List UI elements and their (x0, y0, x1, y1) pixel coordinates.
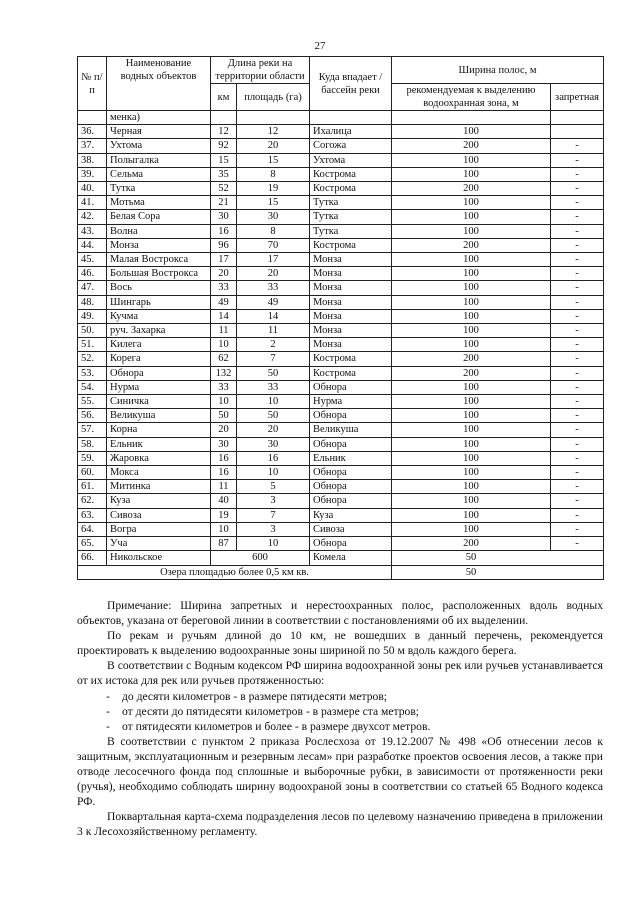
row-forbidden: - (551, 380, 604, 394)
row-area: 20 (237, 139, 310, 153)
row-km: 30 (211, 437, 237, 451)
row-recommended: 100 (392, 451, 551, 465)
row-name: Уча (107, 537, 211, 551)
row-num: 56. (78, 409, 107, 423)
row-forbidden: - (551, 451, 604, 465)
row-area: 15 (237, 153, 310, 167)
row-recommended: 100 (392, 380, 551, 394)
row-flows-into: Обнора (310, 380, 392, 394)
header-length-group: Длина реки на территории области (211, 57, 310, 84)
row-name: Большая Вострокса (107, 267, 211, 281)
row-area: 8 (237, 167, 310, 181)
row-num: 39. (78, 167, 107, 181)
row-km: 50 (211, 409, 237, 423)
row-km: 16 (211, 224, 237, 238)
row-recommended: 100 (392, 395, 551, 409)
row-area: 50 (237, 409, 310, 423)
lakes-label: Озера площадью более 0,5 км кв. (78, 565, 392, 579)
paragraph-map: Поквартальная карта-схема подразделения лесов по целевому назначению приведена в приложении 3 к Лесохозяйственному регламенту. (77, 810, 603, 839)
row-recommended: 100 (392, 281, 551, 295)
row-name: Монза (107, 238, 211, 252)
row-km: 15 (211, 153, 237, 167)
row-flows-into: Монза (310, 267, 392, 281)
row-recommended: 50 (392, 551, 604, 565)
row-recommended: 200 (392, 537, 551, 551)
row-num: 65. (78, 537, 107, 551)
row-name: Вось (107, 281, 211, 295)
row-forbidden: - (551, 522, 604, 536)
row-area: 10 (237, 395, 310, 409)
row-forbidden: - (551, 281, 604, 295)
row-num: 46. (78, 267, 107, 281)
row-flows-into: Обнора (310, 494, 392, 508)
row-recommended: 200 (392, 352, 551, 366)
row-forbidden: - (551, 338, 604, 352)
row-km: 87 (211, 537, 237, 551)
row-recommended: 100 (392, 480, 551, 494)
row-area: 49 (237, 295, 310, 309)
row-area: 600 (211, 551, 310, 565)
row-recommended: 100 (392, 437, 551, 451)
row-name: Корна (107, 423, 211, 437)
row-area: 33 (237, 281, 310, 295)
row-flows-into: Тутка (310, 196, 392, 210)
row-flows-into: Тутка (310, 224, 392, 238)
row-forbidden: - (551, 167, 604, 181)
row-name: Великуша (107, 409, 211, 423)
row-forbidden: - (551, 238, 604, 252)
table-row (78, 537, 604, 551)
row-forbidden: - (551, 139, 604, 153)
row-recommended: 100 (392, 210, 551, 224)
table-row (78, 380, 604, 394)
table-row (78, 352, 604, 366)
row-name: Мотьма (107, 196, 211, 210)
row-area: 20 (237, 267, 310, 281)
row-flows-into: Монза (310, 338, 392, 352)
row-recommended: 100 (392, 324, 551, 338)
row-km: 35 (211, 167, 237, 181)
row-area: 7 (237, 508, 310, 522)
row-km: 40 (211, 494, 237, 508)
row-flows-into: Куза (310, 508, 392, 522)
row-recommended: 100 (392, 508, 551, 522)
row-name: Жаровка (107, 451, 211, 465)
row-forbidden: - (551, 395, 604, 409)
row-flows-into: Сивоза (310, 522, 392, 536)
row-num: 61. (78, 480, 107, 494)
row-area: 15 (237, 196, 310, 210)
row-name: Корега (107, 352, 211, 366)
row-name: Вогра (107, 522, 211, 536)
row-flows-into: Ельник (310, 451, 392, 465)
row-km: 16 (211, 451, 237, 465)
row-forbidden: - (551, 352, 604, 366)
row-flows-into: Великуша (310, 423, 392, 437)
table-row (78, 480, 604, 494)
row-recommended: 100 (392, 267, 551, 281)
table-row (78, 324, 604, 338)
row-forbidden: - (551, 409, 604, 423)
row-km: 52 (211, 182, 237, 196)
row-forbidden: - (551, 295, 604, 309)
continuation-text: менка) (107, 111, 211, 125)
row-name: Ухтома (107, 139, 211, 153)
table-row (78, 281, 604, 295)
row-num: 51. (78, 338, 107, 352)
row-area: 20 (237, 423, 310, 437)
row-recommended: 100 (392, 494, 551, 508)
row-flows-into: Кострома (310, 366, 392, 380)
row-name: Обнора (107, 366, 211, 380)
row-num: 48. (78, 295, 107, 309)
header-flows-into: Куда впадает / бассейн реки (310, 57, 392, 111)
row-num: 54. (78, 380, 107, 394)
row-recommended: 100 (392, 466, 551, 480)
row-area: 16 (237, 451, 310, 465)
row-recommended: 100 (392, 167, 551, 181)
row-area: 50 (237, 366, 310, 380)
row-area: 5 (237, 480, 310, 494)
row-area: 3 (237, 494, 310, 508)
row-km: 11 (211, 480, 237, 494)
table-row (78, 224, 604, 238)
table-row (78, 409, 604, 423)
table-row (78, 125, 604, 139)
row-area: 8 (237, 224, 310, 238)
row-recommended: 200 (392, 366, 551, 380)
row-forbidden: - (551, 324, 604, 338)
row-recommended: 100 (392, 253, 551, 267)
row-name: Митинка (107, 480, 211, 494)
row-name: Куза (107, 494, 211, 508)
row-forbidden: - (551, 196, 604, 210)
row-forbidden: - (551, 153, 604, 167)
table-row (78, 153, 604, 167)
row-num: 45. (78, 253, 107, 267)
table-row (78, 395, 604, 409)
list-item: - до десяти километров - в размере пятидесяти метров; (106, 689, 388, 703)
row-recommended: 100 (392, 338, 551, 352)
row-flows-into: Нурма (310, 395, 392, 409)
table-row (78, 437, 604, 451)
row-km: 20 (211, 423, 237, 437)
row-num: 50. (78, 324, 107, 338)
row-num: 62. (78, 494, 107, 508)
row-num: 44. (78, 238, 107, 252)
row-num: 66. (78, 551, 107, 565)
row-recommended: 100 (392, 196, 551, 210)
row-name: Шингарь (107, 295, 211, 309)
table-row (78, 451, 604, 465)
header-recommended: рекомендуемая к выделению водоохранная зона, м (392, 84, 551, 111)
row-name: Белая Сора (107, 210, 211, 224)
table-row (78, 196, 604, 210)
row-area: 10 (237, 466, 310, 480)
row-km: 10 (211, 522, 237, 536)
row-num: 52. (78, 352, 107, 366)
row-name: Кучма (107, 309, 211, 323)
table-row-continuation (78, 111, 604, 125)
table-row (78, 182, 604, 196)
row-name: Малая Вострокса (107, 253, 211, 267)
row-num: 57. (78, 423, 107, 437)
row-flows-into: Ухтома (310, 153, 392, 167)
row-flows-into: Кострома (310, 238, 392, 252)
notes-section (77, 598, 603, 840)
row-km: 10 (211, 395, 237, 409)
row-km: 10 (211, 338, 237, 352)
row-num: 36. (78, 125, 107, 139)
water-bodies-table (77, 56, 604, 580)
row-name: Волна (107, 224, 211, 238)
table-row (78, 238, 604, 252)
page-number: 27 (314, 40, 326, 52)
row-forbidden: - (551, 494, 604, 508)
row-forbidden: - (551, 224, 604, 238)
row-recommended: 100 (392, 522, 551, 536)
lakes-recommended: 50 (392, 565, 604, 579)
row-km: 11 (211, 324, 237, 338)
row-area: 30 (237, 437, 310, 451)
row-flows-into: Монза (310, 253, 392, 267)
row-recommended: 100 (392, 153, 551, 167)
row-recommended: 100 (392, 125, 551, 139)
row-area: 70 (237, 238, 310, 252)
row-flows-into: Комела (310, 551, 392, 565)
row-flows-into: Кострома (310, 167, 392, 181)
row-name: Нурма (107, 380, 211, 394)
row-km: 17 (211, 253, 237, 267)
row-flows-into: Монза (310, 281, 392, 295)
row-name: руч. Захарка (107, 324, 211, 338)
row-area: 30 (237, 210, 310, 224)
row-km: 19 (211, 508, 237, 522)
paragraph-order: В соответствии с пунктом 2 приказа Рослесхоза от 19.12.2007 № 498 «Об отнесении лесов к защитным, эксплуатационным и резервным лесам» при разработке проектов освоения лесов, а также при отводе лесосечного фонда под сплошные и выборочные рубки, в зависимости от протяженности реки (ручья), необходимо соблюдать ширину водоохраной зоны в соответствии со статьей 65 Водного кодекса РФ. (77, 734, 603, 809)
row-forbidden (551, 125, 604, 139)
row-flows-into: Обнора (310, 537, 392, 551)
row-forbidden: - (551, 537, 604, 551)
row-forbidden: - (551, 253, 604, 267)
row-km: 92 (211, 139, 237, 153)
row-flows-into: Тутка (310, 210, 392, 224)
table-row (78, 167, 604, 181)
table-row (78, 522, 604, 536)
row-forbidden: - (551, 466, 604, 480)
table-row (78, 139, 604, 153)
row-area: 12 (237, 125, 310, 139)
row-name: Тутка (107, 182, 211, 196)
row-area: 19 (237, 182, 310, 196)
header-area: площадь (га) (237, 84, 310, 111)
row-km: 33 (211, 281, 237, 295)
row-area: 2 (237, 338, 310, 352)
row-flows-into: Обнора (310, 437, 392, 451)
row-recommended: 200 (392, 182, 551, 196)
row-km: 96 (211, 238, 237, 252)
row-km: 132 (211, 366, 237, 380)
row-flows-into: Ихалица (310, 125, 392, 139)
row-name: Никольское (107, 551, 211, 565)
row-area: 14 (237, 309, 310, 323)
paragraph-small-rivers: По рекам и ручьям длиной до 10 км, не вошедших в данный перечень, рекомендуется проектировать к выделению водоохранные зоны шириной по 50 м вдоль каждого берега. (77, 629, 603, 658)
row-km: 21 (211, 196, 237, 210)
row-num: 47. (78, 281, 107, 295)
row-flows-into: Обнора (310, 466, 392, 480)
row-flows-into: Согожа (310, 139, 392, 153)
table-row-66 (78, 551, 604, 565)
table-row (78, 466, 604, 480)
row-forbidden: - (551, 182, 604, 196)
row-area: 33 (237, 380, 310, 394)
row-km: 20 (211, 267, 237, 281)
row-num: 55. (78, 395, 107, 409)
table-row (78, 309, 604, 323)
row-num: 64. (78, 522, 107, 536)
row-area: 3 (237, 522, 310, 536)
row-flows-into: Обнора (310, 409, 392, 423)
row-forbidden: - (551, 210, 604, 224)
table-row (78, 253, 604, 267)
paragraph-water-code: В соответствии с Водным кодексом РФ ширина водоохранной зоны рек или ручьев устанавливается от их истока для рек или ручьев протяженностью: (77, 659, 603, 688)
row-name: Синичка (107, 395, 211, 409)
row-num: 53. (78, 366, 107, 380)
row-num: 42. (78, 210, 107, 224)
row-flows-into: Кострома (310, 182, 392, 196)
row-num: 41. (78, 196, 107, 210)
row-recommended: 100 (392, 409, 551, 423)
row-flows-into: Монза (310, 309, 392, 323)
row-recommended: 200 (392, 139, 551, 153)
row-km: 49 (211, 295, 237, 309)
row-recommended: 200 (392, 238, 551, 252)
row-name: Ельник (107, 437, 211, 451)
row-forbidden: - (551, 480, 604, 494)
header-km: км (211, 84, 237, 111)
row-num: 58. (78, 437, 107, 451)
row-num: 37. (78, 139, 107, 153)
row-flows-into: Обнора (310, 480, 392, 494)
table-row (78, 366, 604, 380)
row-recommended: 100 (392, 309, 551, 323)
table-row (78, 210, 604, 224)
row-name: Сельма (107, 167, 211, 181)
row-num: 63. (78, 508, 107, 522)
note-paragraph: Примечание: Ширина запретных и нерестоохранных полос, расположенных вдоль водных объектов, указана от береговой линии в соответствии с постановлениями об их выделении. (77, 599, 603, 628)
row-num: 43. (78, 224, 107, 238)
header-num: № п/п (78, 57, 107, 111)
row-forbidden: - (551, 267, 604, 281)
row-num: 40. (78, 182, 107, 196)
table-row (78, 267, 604, 281)
row-name: Мокса (107, 466, 211, 480)
row-km: 16 (211, 466, 237, 480)
row-km: 14 (211, 309, 237, 323)
row-area: 17 (237, 253, 310, 267)
row-name: Черная (107, 125, 211, 139)
table-row (78, 295, 604, 309)
row-km: 33 (211, 380, 237, 394)
row-km: 30 (211, 210, 237, 224)
row-num: 38. (78, 153, 107, 167)
row-km: 12 (211, 125, 237, 139)
row-forbidden: - (551, 437, 604, 451)
row-name: Килега (107, 338, 211, 352)
row-recommended: 100 (392, 224, 551, 238)
row-forbidden: - (551, 508, 604, 522)
row-flows-into: Кострома (310, 352, 392, 366)
table-row (78, 338, 604, 352)
row-recommended: 100 (392, 423, 551, 437)
row-name: Сивоза (107, 508, 211, 522)
row-area: 7 (237, 352, 310, 366)
row-num: 60. (78, 466, 107, 480)
row-km: 62 (211, 352, 237, 366)
header-forbidden: запретная (551, 84, 604, 111)
row-area: 10 (237, 537, 310, 551)
row-num: 59. (78, 451, 107, 465)
table-row (78, 494, 604, 508)
row-name: Полыгалка (107, 153, 211, 167)
row-recommended: 100 (392, 295, 551, 309)
header-name: Наименование водных объектов (107, 57, 211, 111)
row-area: 11 (237, 324, 310, 338)
list-item: - от пятидесяти километров и более - в размере двухсот метров. (106, 719, 431, 733)
table-row (78, 423, 604, 437)
list-item: - от десяти до пятидесяти километров - в размере ста метров; (106, 704, 420, 718)
row-forbidden: - (551, 309, 604, 323)
table-row-lakes (78, 565, 604, 579)
header-width-group: Ширина полос, м (392, 57, 604, 84)
row-forbidden: - (551, 423, 604, 437)
row-num: 49. (78, 309, 107, 323)
table-row (78, 508, 604, 522)
row-forbidden: - (551, 366, 604, 380)
row-flows-into: Монза (310, 324, 392, 338)
row-flows-into: Монза (310, 295, 392, 309)
